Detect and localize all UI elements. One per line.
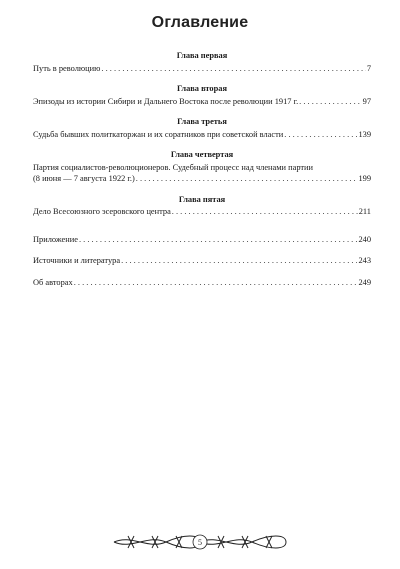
entry-label: Источники и литература <box>33 256 121 265</box>
entry-label: Эпизоды из истории Сибири и Дальнего Востока после революции 1917 г. <box>33 96 299 106</box>
entry-page-number: 139 <box>358 129 371 139</box>
entry-label: Об авторах <box>33 277 73 287</box>
dot-leader <box>79 234 357 246</box>
toc-entry-authors[interactable] <box>33 277 371 289</box>
dot-leader <box>172 206 358 218</box>
toc-entry-appendix[interactable] <box>33 234 371 246</box>
toc-entry[interactable] <box>33 129 371 141</box>
chapter-1 <box>33 50 371 74</box>
page-footer <box>0 528 400 556</box>
back-matter <box>33 234 371 289</box>
chapter-3 <box>33 116 371 140</box>
page-number: 5 <box>198 538 202 547</box>
toc-entry[interactable] <box>33 162 371 185</box>
entry-page-number: 249 <box>358 277 371 287</box>
entry-page-number: 211 <box>358 207 371 216</box>
dot-leader <box>299 96 361 108</box>
dot-leader <box>121 255 357 267</box>
entry-label: Приложение <box>33 234 78 244</box>
dot-leader <box>74 277 358 289</box>
entry-page-number: 97 <box>362 96 371 106</box>
table-of-contents <box>33 50 371 298</box>
chapter-5 <box>33 194 371 218</box>
page-title: Оглавление <box>151 14 249 31</box>
entry-label-line-2: (8 июня — 7 августа 1922 г.) <box>33 174 135 183</box>
chapter-2 <box>33 83 371 107</box>
chapter-heading: Глава четвертая <box>170 150 234 159</box>
entry-label-line-1: Партия социалистов-революционеров. Судебный процесс над членами партии <box>33 162 314 172</box>
entry-page-number: 7 <box>366 63 371 73</box>
toc-entry-sources[interactable] <box>33 255 371 267</box>
chapter-heading: Глава вторая <box>177 84 227 93</box>
entry-label: Судьба бывших политкаторжан и их соратников при советской власти <box>33 129 284 139</box>
chapter-heading: Глава пятая <box>178 194 226 204</box>
chapter-heading: Глава первая <box>176 51 228 60</box>
entry-page-number: 243 <box>358 256 371 265</box>
chapter-4 <box>33 149 371 185</box>
entry-page-number: 240 <box>358 234 371 244</box>
dot-leader <box>136 173 358 185</box>
toc-entry[interactable] <box>33 206 371 218</box>
entry-page-number: 199 <box>358 174 371 183</box>
entry-label: Дело Всесоюзного эсеровского центра <box>33 207 171 216</box>
toc-entry[interactable] <box>33 63 371 75</box>
chapter-heading: Глава третья <box>177 117 227 126</box>
entry-label: Путь в революцию <box>33 63 101 73</box>
dot-leader <box>284 129 357 141</box>
toc-entry[interactable] <box>33 96 371 108</box>
dot-leader <box>101 63 365 75</box>
